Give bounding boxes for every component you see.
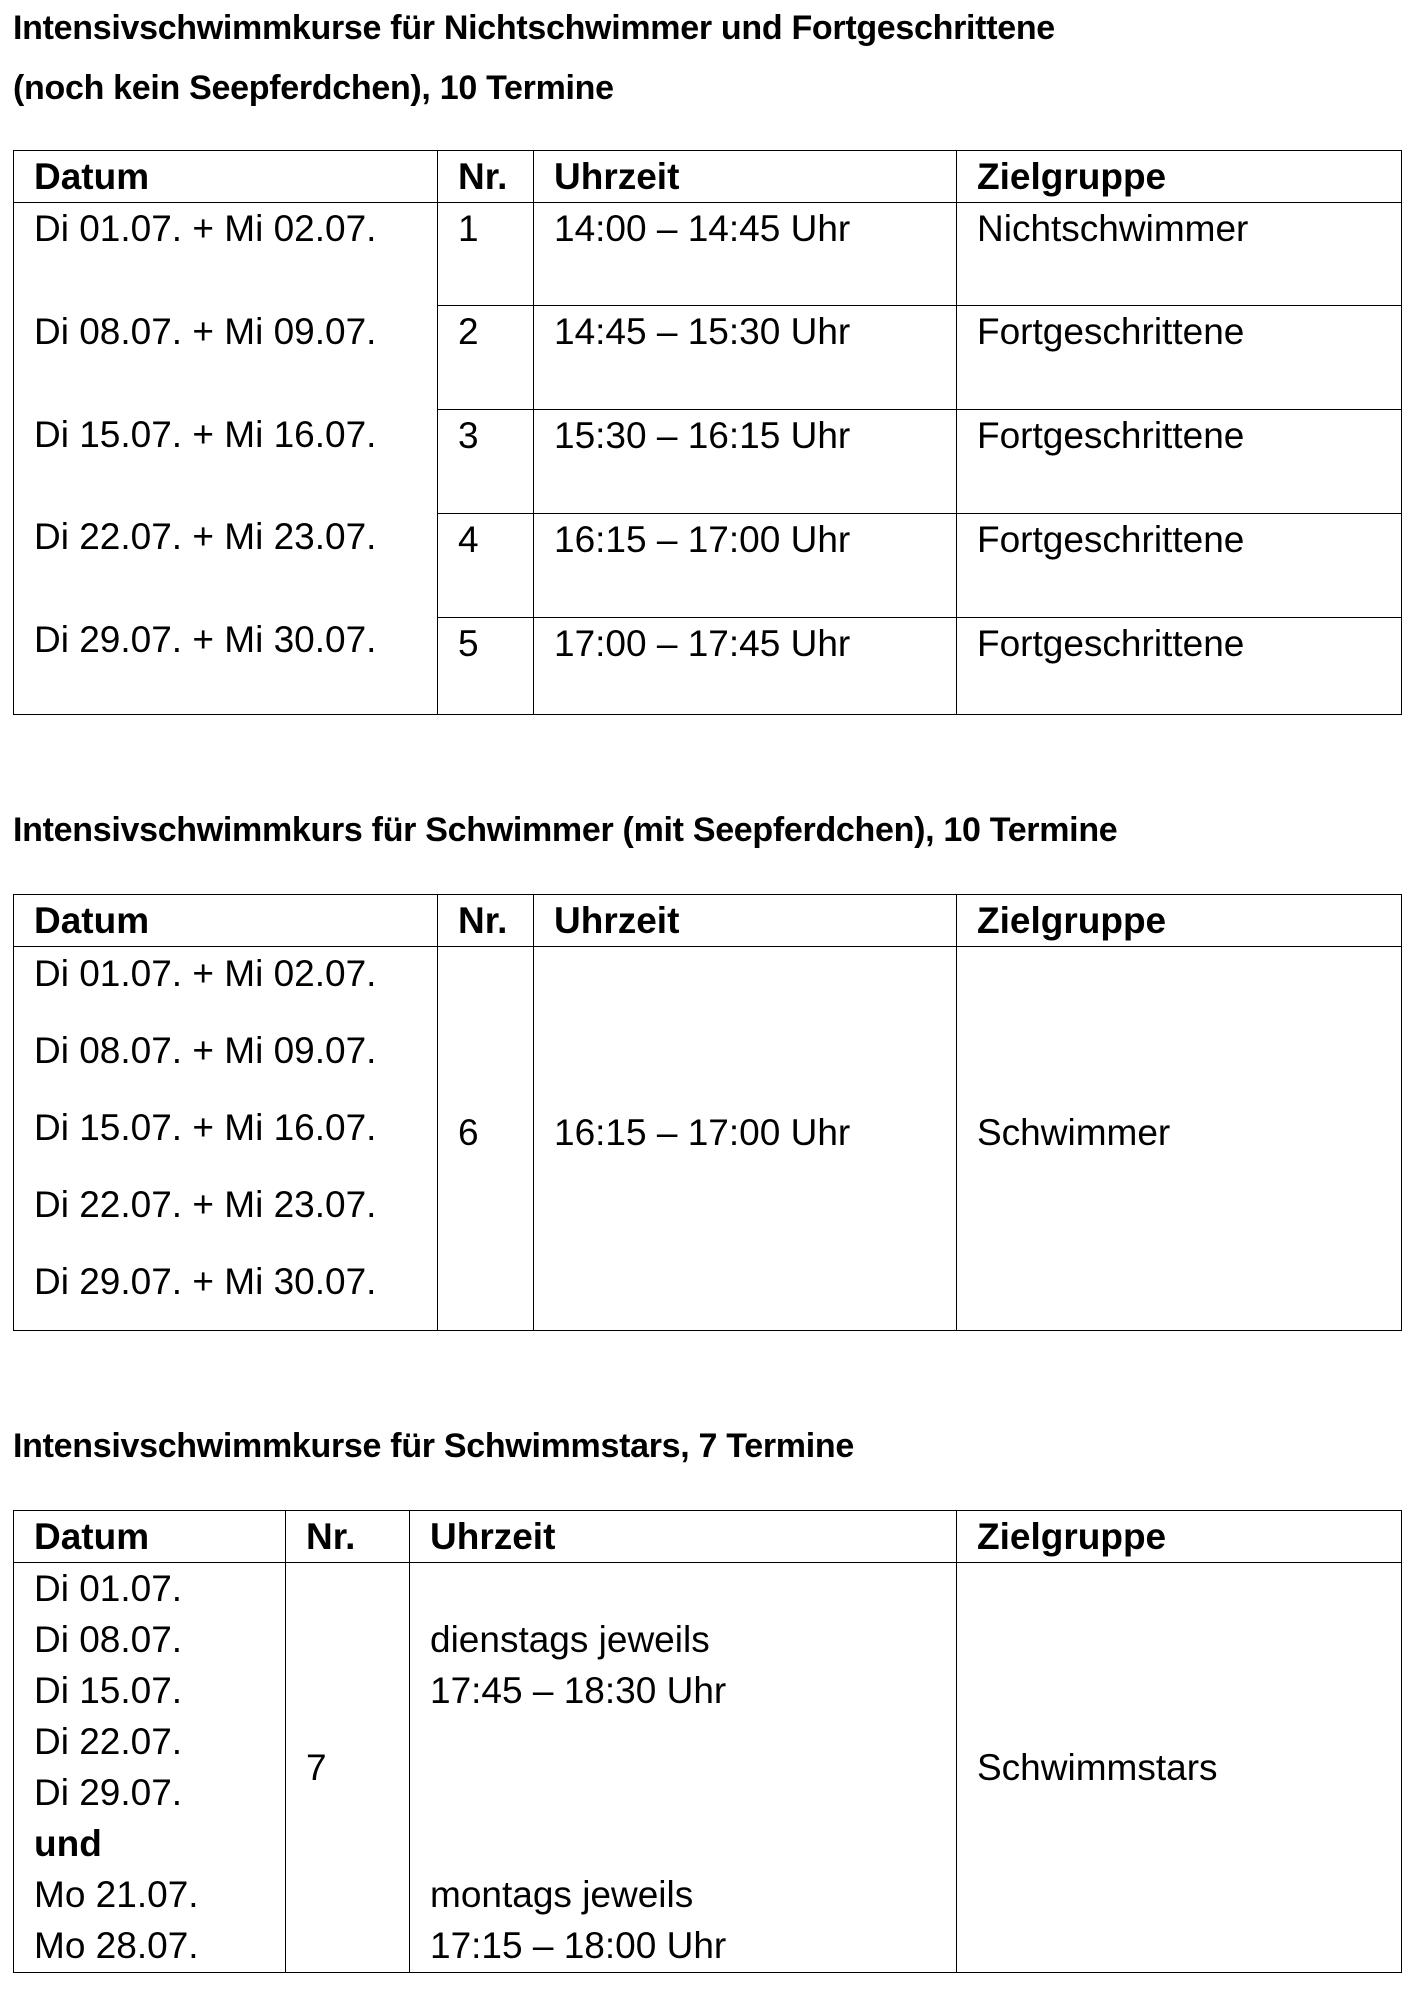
section1-title — [13, 0, 1055, 118]
dates-cell — [14, 1563, 286, 1973]
date-line: Di 22.07. — [34, 1721, 183, 1762]
time-cell: 14:00 – 14:45 Uhr — [534, 203, 957, 306]
group-cell: Fortgeschrittene — [957, 514, 1402, 618]
time-tuesday-label: dienstags jeweils — [430, 1619, 710, 1660]
table-row — [14, 947, 1402, 1331]
date-line: Di 08.07. + Mi 09.07. — [34, 1030, 377, 1071]
dates-cell — [14, 947, 438, 1331]
date-line: Mo 21.07. — [34, 1874, 199, 1915]
date-line: Di 29.07. — [34, 1772, 183, 1813]
date-line: Di 15.07. — [34, 1670, 183, 1711]
date-line: Di 22.07. + Mi 23.07. — [34, 516, 377, 557]
header-zielgruppe: Zielgruppe — [957, 1511, 1402, 1563]
section3-title: Intensivschwimmkurse für Schwimmstars, 7 Termine — [13, 1427, 854, 1465]
date-line: Di 08.07. + Mi 09.07. — [34, 311, 377, 352]
group-cell: Schwimmstars — [957, 1563, 1402, 1973]
table-row — [14, 203, 1402, 306]
table-section2 — [13, 894, 1402, 1331]
header-nr: Nr. — [438, 151, 534, 203]
header-zielgruppe: Zielgruppe — [957, 895, 1402, 947]
time-cell: 17:00 – 17:45 Uhr — [534, 618, 957, 715]
section1-title-line1: Intensivschwimmkurse für Nichtschwimmer und Fortgeschrittene — [13, 9, 1055, 47]
header-nr: Nr. — [286, 1511, 410, 1563]
time-cell: 14:45 – 15:30 Uhr — [534, 306, 957, 410]
date-line: Di 08.07. — [34, 1619, 183, 1660]
header-nr: Nr. — [438, 895, 534, 947]
section1-title-line2: (noch kein Seepferdchen), 10 Termine — [13, 69, 614, 107]
nr-cell: 2 — [438, 306, 534, 410]
nr-cell: 1 — [438, 203, 534, 306]
table-header-row — [14, 1511, 1402, 1563]
header-datum: Datum — [14, 151, 438, 203]
header-zielgruppe: Zielgruppe — [957, 151, 1402, 203]
table-header-row — [14, 895, 1402, 947]
table-section1 — [13, 150, 1402, 715]
time-monday-range: 17:15 – 18:00 Uhr — [430, 1925, 727, 1966]
section2-title: Intensivschwimmkurs für Schwimmer (mit Seepferdchen), 10 Termine — [13, 811, 1118, 849]
header-uhrzeit: Uhrzeit — [410, 1511, 957, 1563]
time-cell — [410, 1563, 957, 1973]
time-cell: 15:30 – 16:15 Uhr — [534, 410, 957, 514]
date-line: Di 29.07. + Mi 30.07. — [34, 1261, 377, 1302]
nr-cell: 5 — [438, 618, 534, 715]
date-line: Di 29.07. + Mi 30.07. — [34, 619, 377, 660]
time-monday-label: montags jeweils — [430, 1874, 694, 1915]
date-line: Di 01.07. — [34, 1568, 183, 1609]
group-cell: Fortgeschrittene — [957, 306, 1402, 410]
time-cell: 16:15 – 17:00 Uhr — [534, 514, 957, 618]
date-line: Mo 28.07. — [34, 1925, 199, 1966]
date-line: Di 15.07. + Mi 16.07. — [34, 414, 377, 455]
table-row — [14, 1563, 1402, 1973]
dates-cell — [14, 203, 438, 715]
group-cell: Fortgeschrittene — [957, 618, 1402, 715]
date-line: Di 22.07. + Mi 23.07. — [34, 1184, 377, 1225]
group-cell: Fortgeschrittene — [957, 410, 1402, 514]
group-cell: Nichtschwimmer — [957, 203, 1402, 306]
header-datum: Datum — [14, 1511, 286, 1563]
date-line: Di 01.07. + Mi 02.07. — [34, 953, 377, 994]
header-uhrzeit: Uhrzeit — [534, 895, 957, 947]
date-line: Di 15.07. + Mi 16.07. — [34, 1107, 377, 1148]
time-cell: 16:15 – 17:00 Uhr — [534, 947, 957, 1331]
header-datum: Datum — [14, 895, 438, 947]
and-label: und — [34, 1823, 102, 1864]
table-header-row — [14, 151, 1402, 203]
table-section3 — [13, 1510, 1402, 1973]
header-uhrzeit: Uhrzeit — [534, 151, 957, 203]
nr-cell: 3 — [438, 410, 534, 514]
nr-cell: 7 — [286, 1563, 410, 1973]
nr-cell: 6 — [438, 947, 534, 1331]
nr-cell: 4 — [438, 514, 534, 618]
date-line: Di 01.07. + Mi 02.07. — [34, 208, 377, 249]
group-cell: Schwimmer — [957, 947, 1402, 1331]
time-tuesday-range: 17:45 – 18:30 Uhr — [430, 1670, 727, 1711]
